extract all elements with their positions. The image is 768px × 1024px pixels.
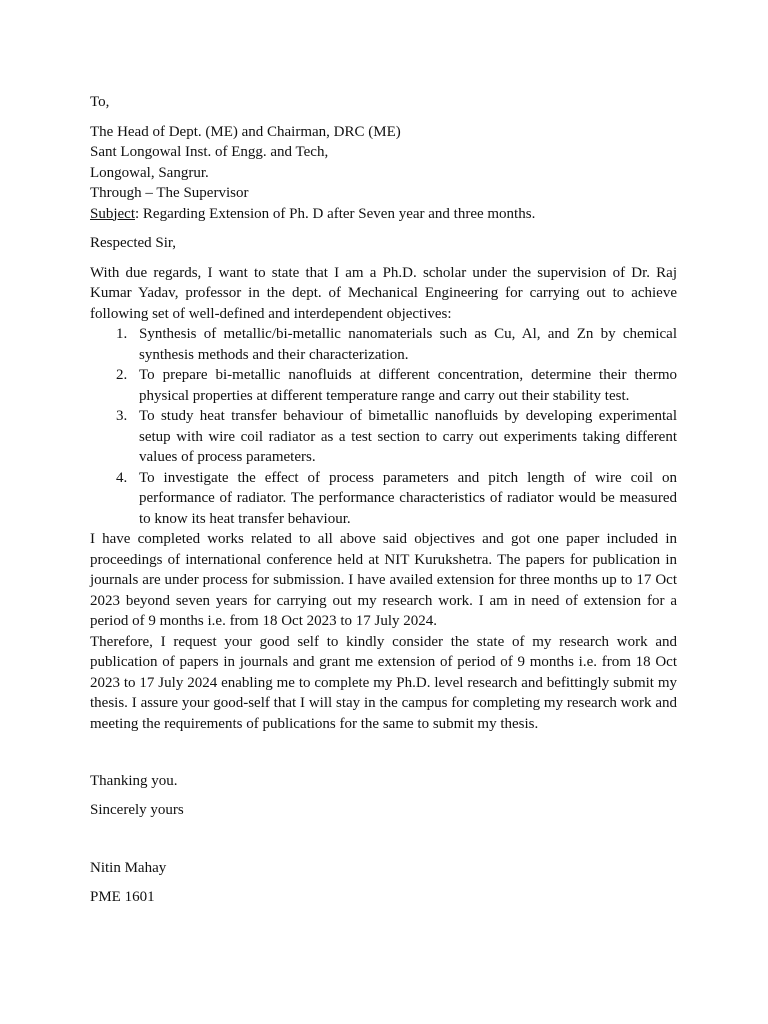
objective-text: To study heat transfer behaviour of bimetallic nanofluids by developing experimental setup with wire coil radiator as a test section to carry out experiments taking different values of process parameters.	[139, 408, 677, 465]
subject-line	[90, 204, 677, 225]
objective-item	[116, 365, 677, 406]
thanks-line: Thanking you.	[90, 773, 178, 789]
objectives-list	[90, 324, 677, 529]
objective-item	[116, 468, 677, 530]
subject-label: Subject	[90, 205, 135, 222]
request-paragraph: Therefore, I request your good self to kindly consider the state of my research work and publication of papers in journals and grant me extension of period of 9 months i.e. from 18 Oct 2023 to 17 July 2024 enabling me to complete my Ph.D. level research and befittingly submit my thesis. I assure your good-self that I will stay in the campus for completing my research work and meeting the requirements of publications for the same to submit my thesis.	[90, 633, 677, 732]
address-line-1: The Head of Dept. (ME) and Chairman, DRC (ME)	[90, 123, 401, 140]
to-line: To,	[90, 94, 110, 110]
objective-number: 1.	[116, 326, 128, 342]
greeting: Respected Sir,	[90, 235, 177, 251]
signature-roll: PME 1601	[90, 888, 155, 905]
recipient-address	[90, 122, 677, 225]
progress-paragraph: I have completed works related to all above said objectives and got one paper included in proceedings of international conference held at NIT Kurukshetra. The papers for publication in journals are under process for submission. I have availed extension for three months up to 17 Oct 2023 beyond seven years for carrying out my research work. I am in need of extension for a period of 9 months i.e. from 18 Oct 2023 to 17 July 2024.	[90, 531, 677, 629]
intro-paragraph: With due regards, I want to state that I am a Ph.D. scholar under the supervision of Dr. Raj Kumar Yadav, professor in the dept. of Mechanical Engineering for carrying out to achieve following set of well-defined and interdependent objectives:	[90, 264, 677, 322]
objective-item	[116, 324, 677, 365]
objective-text: To investigate the effect of process parameters and pitch length of wire coil on performance of radiator. The performance characteristics of radiator would be measured to know its heat transfer behaviour.	[139, 469, 677, 527]
signature-name: Nitin Mahay	[90, 860, 167, 876]
objective-number: 4.	[116, 469, 128, 486]
objective-number: 2.	[116, 367, 128, 383]
address-line-4: Through – The Supervisor	[90, 185, 249, 201]
address-line-3: Longowal, Sangrur.	[90, 164, 209, 181]
subject-text: : Regarding Extension of Ph. D after Seven year and three months.	[135, 205, 536, 222]
address-line-2: Sant Longowal Inst. of Engg. and Tech,	[90, 144, 329, 160]
closing-line: Sincerely yours	[90, 801, 184, 818]
objective-item	[116, 406, 677, 468]
objective-text: Synthesis of metallic/bi-metallic nanomaterials such as Cu, Al, and Zn by chemical synthesis methods and their characterization.	[139, 326, 677, 363]
letter-page	[90, 92, 677, 907]
objective-number: 3.	[116, 408, 128, 424]
objective-text: To prepare bi-metallic nanofluids at different concentration, determine their thermo physical properties at different temperature range and carry out their stability test.	[139, 367, 677, 404]
